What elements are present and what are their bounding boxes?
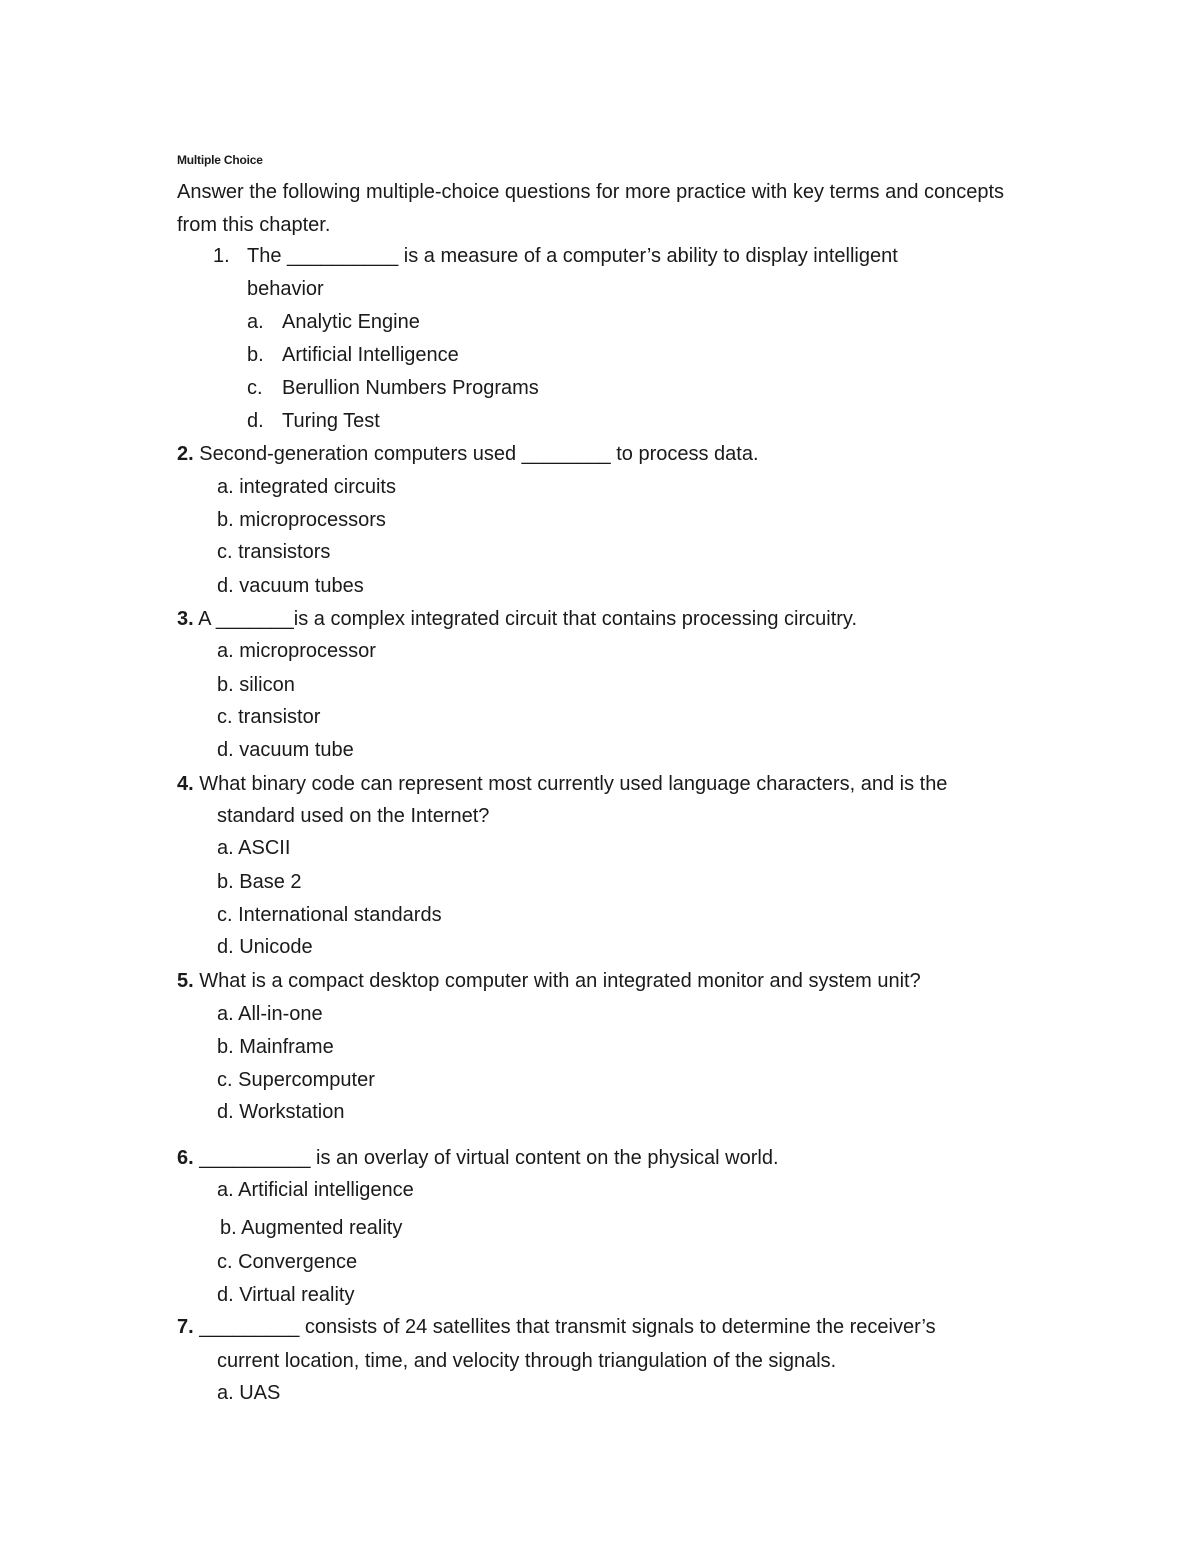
q3-option-b: b. silicon [217, 674, 295, 696]
q3-option-c: c. transistor [217, 706, 321, 728]
q1-option-a-letter: a. [247, 311, 264, 333]
question-7-text-continued: current location, time, and velocity through triangulation of the signals. [217, 1350, 837, 1372]
question-text: What binary code can represent most currently used language characters, and is the [199, 773, 948, 795]
question-number: 4. [177, 773, 194, 795]
question-6 [177, 1145, 779, 1171]
q1-option-c: Berullion Numbers Programs [282, 377, 539, 399]
q4-option-b: b. Base 2 [217, 871, 302, 893]
question-text: Second-generation computers used ________ to process data. [199, 443, 759, 465]
q5-option-c: c. Supercomputer [217, 1069, 375, 1091]
q1-option-d: Turing Test [282, 410, 380, 432]
q4-option-c: c. International standards [217, 904, 442, 926]
q2-option-c: c. transistors [217, 541, 331, 563]
q6-option-b: b. Augmented reality [220, 1217, 403, 1239]
q6-option-c: c. Convergence [217, 1251, 358, 1273]
section-heading: Multiple Choice [177, 153, 263, 167]
q1-option-b: Artificial Intelligence [282, 344, 459, 366]
question-text: __________ is an overlay of virtual content on the physical world. [199, 1147, 779, 1169]
question-text: A _______is a complex integrated circuit that contains processing circuitry. [198, 608, 857, 630]
question-1-text: The __________ is a measure of a computer’s ability to display intelligent [247, 245, 898, 267]
question-number: 7. [177, 1316, 194, 1338]
q2-option-a: a. integrated circuits [217, 476, 396, 498]
q3-option-a: a. microprocessor [217, 640, 376, 662]
q4-option-d: d. Unicode [217, 936, 313, 958]
question-4 [177, 771, 947, 797]
q1-option-b-letter: b. [247, 344, 264, 366]
q6-option-d: d. Virtual reality [217, 1284, 355, 1306]
q2-option-d: d. vacuum tubes [217, 575, 364, 597]
question-number: 3. [177, 608, 194, 630]
question-number: 2. [177, 443, 194, 465]
question-number: 6. [177, 1147, 194, 1169]
q1-option-a: Analytic Engine [282, 311, 420, 333]
question-number: 5. [177, 970, 194, 992]
question-1-text-continued: behavior [247, 278, 324, 300]
q5-option-a: a. All-in-one [217, 1003, 323, 1025]
q2-option-b: b. microprocessors [217, 509, 386, 531]
question-1-number: 1. [213, 245, 230, 267]
q5-option-d: d. Workstation [217, 1101, 345, 1123]
question-3 [177, 606, 857, 632]
question-5 [177, 968, 921, 994]
instructions: Answer the following multiple-choice questions for more practice with key terms and concepts from this chapter. [177, 181, 1005, 236]
question-2 [177, 441, 759, 467]
question-text: What is a compact desktop computer with an integrated monitor and system unit? [199, 970, 921, 992]
q3-option-d: d. vacuum tube [217, 739, 354, 761]
q1-option-c-letter: c. [247, 377, 263, 399]
question-text: _________ consists of 24 satellites that transmit signals to determine the receiver’s [199, 1316, 936, 1338]
q7-option-a: a. UAS [217, 1382, 281, 1404]
q1-option-d-letter: d. [247, 410, 264, 432]
question-7 [177, 1314, 936, 1340]
q4-option-a: a. ASCII [217, 837, 291, 859]
q5-option-b: b. Mainframe [217, 1036, 334, 1058]
q6-option-a: a. Artificial intelligence [217, 1179, 414, 1201]
question-4-text-continued: standard used on the Internet? [217, 805, 490, 827]
